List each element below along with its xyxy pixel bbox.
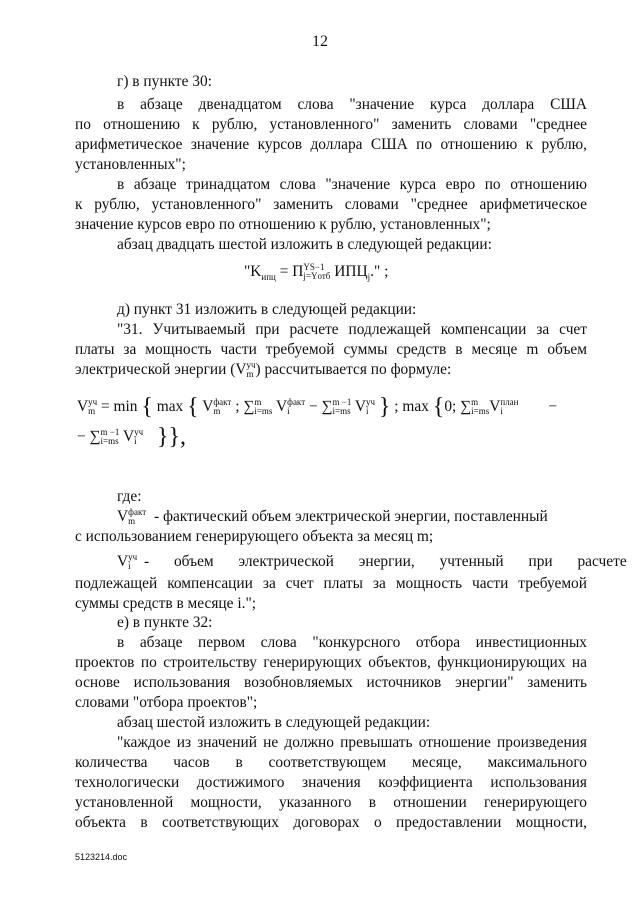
paragraph-line: где: (117, 488, 142, 505)
paragraph-line: основе использования возобновляемых источников энергии" заменить (75, 674, 587, 691)
paragraph-line: д) пункт 31 изложить в следующей редакции: (117, 301, 417, 318)
paragraph-line: технологически достижимого значения коэффициента использования (75, 774, 587, 791)
formula-v-line1: Vуч m = min { max { Vфакт m ; ∑m i=ms Vфакт i − ∑m −1 i=ms Vуч i } ; max {0; ∑m i=msVплан i − (77, 394, 558, 420)
paragraph-line: объекта в соответствующих договорах о предоставлении мощности, (75, 814, 587, 831)
paragraph-line: к рублю, установленного" заменить словами "среднее арифметическое (75, 196, 587, 213)
symbol-v-m-uch: Vуч m (235, 360, 256, 380)
document-filename: 5123214.doc (75, 852, 128, 862)
paragraph-line: абзац двадцать шестой изложить в следующей редакции: (117, 236, 492, 253)
paragraph-line: подлежащей компенсации за счет платы за мощность части требуемой (75, 575, 587, 592)
paragraph-line: по отношению к рублю, установленного" заменить словами "среднее (75, 116, 587, 133)
formula-v-line2: − ∑m −1 i=ms Vуч i }}, (77, 424, 186, 450)
paragraph-line: установленной мощности, указанного в отношении генерирующего (75, 794, 587, 811)
symbol-v-i-uch: Vуч i (117, 552, 138, 572)
paragraph-line: значение курсов евро по отношению к рублю, установленных"; (75, 216, 491, 233)
paragraph-line: абзац шестой изложить в следующей редакции: (117, 714, 431, 731)
formula-k-ipc: "$K_{ипц} = ПYS-1$ j=Yотб $ИПЦ_j$." ; (244, 262, 389, 283)
paragraph-line: с использованием генерирующего объекта за месяц m; (75, 528, 434, 545)
paragraph-line: проектов по строительству генерирующих объектов, функционирующих на (75, 654, 587, 671)
paragraph-line: количества часов в соответствующем месяце, максимального (75, 754, 587, 771)
paragraph-line: "31. Учитываемый при расчете подлежащей компенсации за счет (117, 321, 587, 338)
paragraph-line: "каждое из значений не должно превышать отношение произведения (117, 734, 587, 751)
paragraph-line: платы за мощность части требуемой суммы средств в месяце m объем (75, 341, 587, 358)
paragraph-line: Vфакт m - фактический объем электрической энергии, поставленный (117, 507, 548, 527)
paragraph-line: в абзаце тринадцатом слова "значение курса евро по отношению (117, 176, 587, 193)
paragraph-line: в абзаце первом слова "конкурсного отбора инвестиционных (117, 634, 587, 651)
paragraph-line: установленных"; (75, 156, 186, 173)
page-number: 12 (312, 33, 328, 50)
paragraph-line: арифметическое значение курсов доллара США по отношению к рублю, (75, 136, 587, 153)
paragraph-line: Vуч i - объем электрической энергии, учтенный при расчете (117, 552, 627, 572)
paragraph-line: в абзаце двенадцатом слова "значение курса доллара США (117, 96, 587, 113)
paragraph-line: е) в пункте 32: (117, 614, 213, 631)
paragraph-line: суммы средств в месяце i."; (75, 595, 257, 612)
paragraph-line: г) в пункте 30: (117, 73, 212, 90)
paragraph-line: словами "отбора проектов"; (75, 694, 258, 711)
symbol-v-m-fact: Vфакт m (117, 507, 147, 527)
paragraph-line: электрической энергии (Vуч m ) рассчитывается по формуле: (75, 360, 452, 380)
